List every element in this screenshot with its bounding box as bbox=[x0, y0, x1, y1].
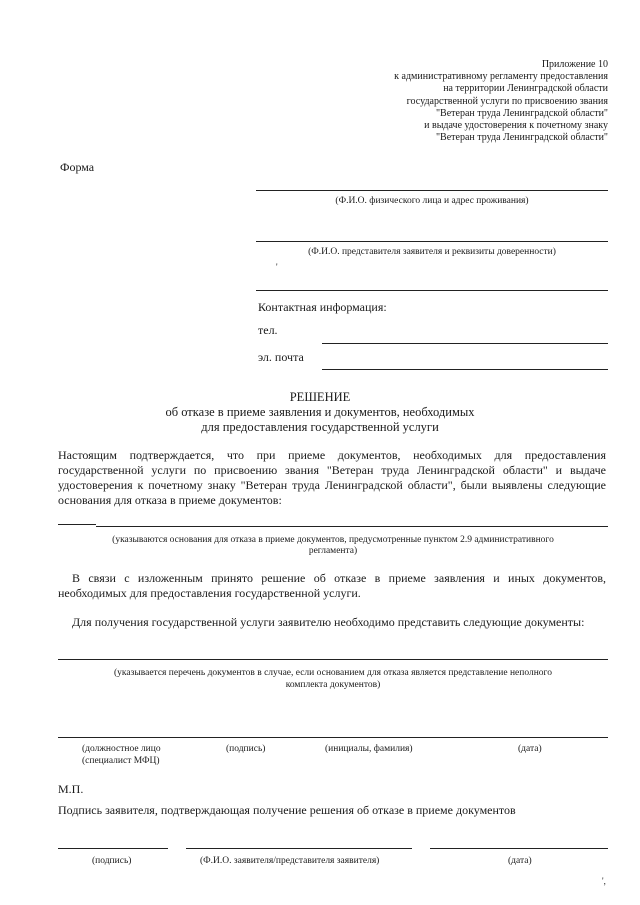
phone-label: тел. bbox=[258, 323, 278, 337]
mark: ' bbox=[276, 262, 278, 272]
official-signature-caption: (подпись) bbox=[226, 744, 266, 754]
corner-mark: ', bbox=[602, 876, 606, 886]
official-signature-line[interactable] bbox=[58, 737, 608, 738]
official-initials-caption: (инициалы, фамилия) bbox=[325, 744, 413, 754]
form-label: Форма bbox=[60, 160, 95, 174]
annex-line: "Ветеран труда Ленинградской области" bbox=[435, 107, 608, 119]
reasons-line[interactable] bbox=[96, 526, 608, 527]
applicant-signature-caption: (подпись) bbox=[92, 856, 132, 866]
annex-header bbox=[308, 59, 608, 144]
phone-line[interactable] bbox=[322, 343, 608, 344]
reasons-caption-2: регламента) bbox=[308, 546, 358, 556]
email-line[interactable] bbox=[322, 369, 608, 370]
annex-line: на территории Ленинградской области bbox=[443, 83, 608, 95]
applicant-name-caption: (Ф.И.О. заявителя/представителя заявителя) bbox=[200, 856, 380, 866]
reasons-caption-1: (указываются основания для отказа в приеме документов, предусмотренные пунктом 2.9 административного bbox=[112, 535, 554, 545]
annex-line: Приложение 10 bbox=[541, 59, 608, 70]
applicant-name-line[interactable] bbox=[186, 848, 412, 849]
email-label: эл. почта bbox=[258, 350, 304, 364]
applicant-line[interactable] bbox=[256, 190, 608, 191]
document-title: РЕШЕНИЕ bbox=[289, 390, 351, 404]
representative-line[interactable] bbox=[256, 241, 608, 242]
document-subtitle-1: об отказе в приеме заявления и документов, необходимых bbox=[165, 405, 475, 419]
extra-line[interactable] bbox=[256, 290, 608, 291]
docs-caption-1: (указывается перечень документов в случае, если основанием для отказа является представление неполного bbox=[114, 668, 552, 678]
contact-label: Контактная информация: bbox=[258, 300, 387, 314]
paragraph-decision: В связи с изложенным принято решение об отказе в приеме заявления и иных документов, необходимых для предоставления государственной услуги. bbox=[58, 571, 606, 600]
annex-line: "Ветеран труда Ленинградской области" bbox=[435, 132, 608, 144]
applicant-statement: Подпись заявителя, подтверждающая получение решения об отказе в приеме документов bbox=[58, 803, 516, 817]
official-caption-1: (должностное лицо bbox=[82, 744, 161, 754]
annex-line: к административному регламенту предоставления bbox=[394, 71, 608, 83]
official-date-caption: (дата) bbox=[518, 744, 542, 754]
paragraph-required-docs: Для получения государственной услуги заявителю необходимо представить следующие документы: bbox=[72, 615, 585, 629]
annex-line: государственной услуги по присвоению звания bbox=[406, 95, 608, 107]
applicant-signature-line[interactable] bbox=[58, 848, 168, 849]
applicant-caption: (Ф.И.О. физического лица и адрес проживания) bbox=[335, 196, 529, 206]
annex-line: и выдаче удостоверения к почетному знаку bbox=[424, 120, 608, 132]
docs-caption-2: комплекта документов) bbox=[285, 680, 381, 690]
document-subtitle-2: для предоставления государственной услуги bbox=[201, 420, 439, 434]
official-caption-2: (специалист МФЦ) bbox=[82, 756, 160, 766]
docs-line[interactable] bbox=[58, 659, 608, 660]
paragraph-confirmation: Настоящим подтверждается, что при приеме документов, необходимых для предоставления государственной услуги по присвоению звания "Ветеран труда Ленинградской области" и выдаче удостоверения к почетному знаку "Ветеран труда Ленинградской области", были выявлены следующие основания для отказа в приеме документов: bbox=[58, 448, 606, 507]
reasons-line-short[interactable] bbox=[58, 524, 96, 525]
representative-caption: (Ф.И.О. представителя заявителя и реквизиты доверенности) bbox=[308, 247, 556, 257]
stamp-label: М.П. bbox=[58, 782, 84, 796]
applicant-date-line[interactable] bbox=[430, 848, 608, 849]
applicant-date-caption: (дата) bbox=[508, 856, 532, 866]
